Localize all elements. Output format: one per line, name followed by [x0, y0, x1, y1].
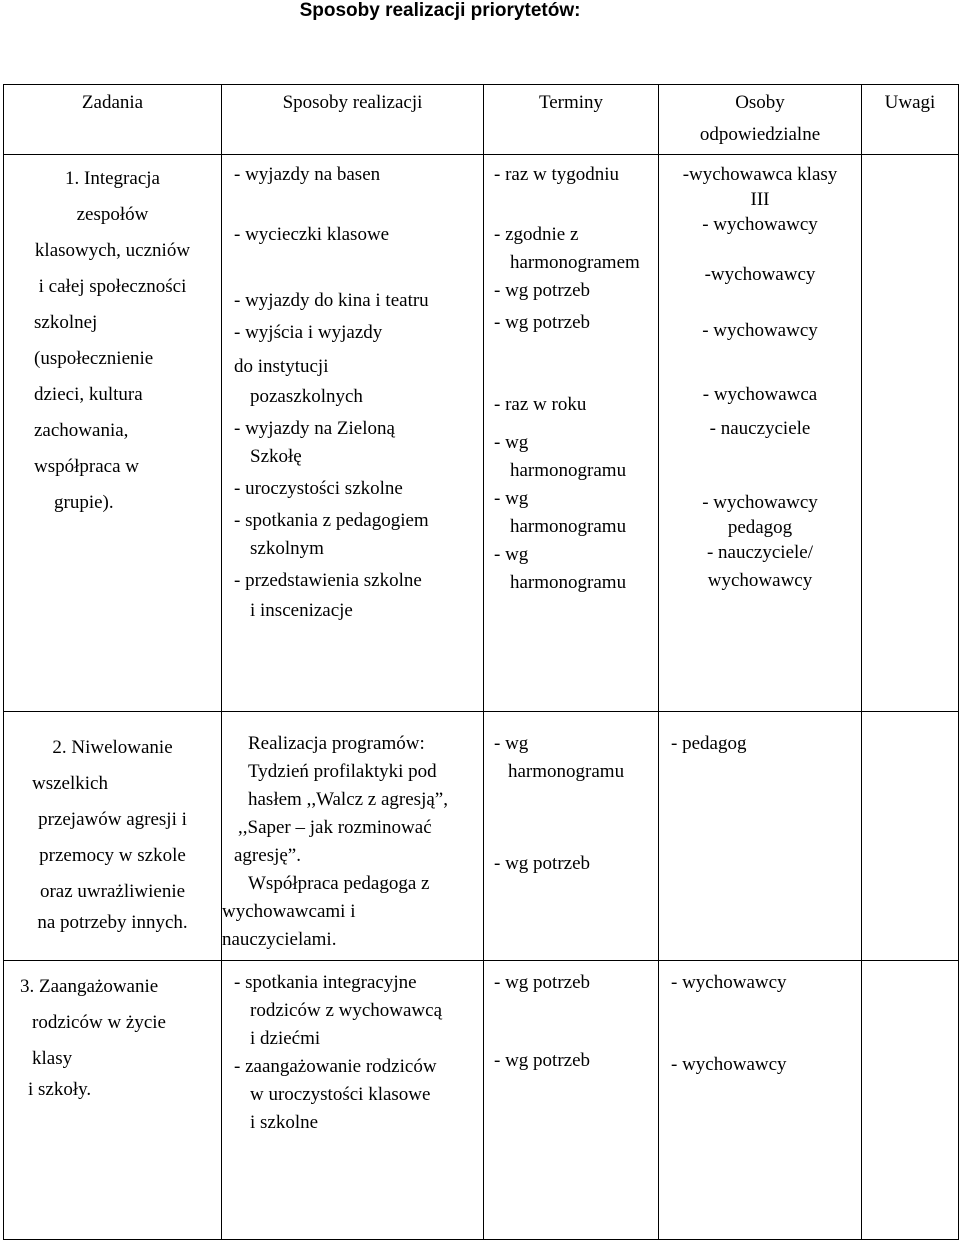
cell-terminy — [484, 961, 659, 1240]
cell-text: - wyjazdy do kina i teatru — [234, 290, 429, 311]
cell-text: przejawów agresji i — [38, 809, 187, 830]
header-osoby-label-2: odpowiedzialne — [699, 124, 821, 145]
cell-text: - spotkania z pedagogiem — [234, 510, 429, 531]
cell-zadanie — [4, 155, 222, 712]
cell-text: - wg potrzeb — [494, 1050, 591, 1071]
cell-text: 3. Zaangażowanie — [20, 976, 159, 997]
cell-text: rodziców z wychowawcą — [250, 1000, 443, 1021]
cell-uwagi — [862, 961, 959, 1240]
cell-osoby — [659, 961, 862, 1240]
cell-text: harmonogramu — [508, 761, 625, 782]
cell-osoby — [659, 155, 862, 712]
cell-text: - nauczyciele — [709, 418, 811, 439]
cell-text: - wg — [494, 488, 529, 509]
cell-sposoby — [222, 155, 484, 712]
cell-text: -wychowawca klasy — [682, 164, 838, 185]
cell-text: -wychowawcy — [704, 264, 816, 285]
cell-text: 1. Integracja — [65, 168, 160, 189]
cell-text: zespołów — [76, 204, 149, 225]
cell-sposoby — [222, 712, 484, 961]
cell-text: - wychowawcy — [671, 1054, 787, 1075]
header-zadania-label: Zadania — [81, 92, 144, 113]
cell-text: Realizacja programów: — [248, 733, 425, 754]
cell-text: harmonogramu — [510, 516, 627, 537]
cell-text: - wg potrzeb — [494, 853, 591, 874]
cell-text: - spotkania integracyjne — [234, 972, 417, 993]
cell-uwagi — [862, 712, 959, 961]
header-sposoby-label: Sposoby realizacji — [282, 92, 423, 113]
cell-text: harmonogramu — [510, 460, 627, 481]
cell-text: harmonogramem — [510, 252, 640, 273]
header-osoby-label: Osoby — [735, 92, 785, 113]
cell-text: i dziećmi — [250, 1028, 321, 1049]
cell-text: - nauczyciele/ — [706, 542, 813, 563]
header-sposoby — [222, 85, 484, 155]
cell-text: - uroczystości szkolne — [234, 478, 403, 499]
cell-text: i całej społeczności — [38, 276, 187, 297]
cell-text: - wg — [494, 544, 529, 565]
table-row — [4, 155, 959, 712]
cell-text: Współpraca pedagoga z — [248, 873, 430, 894]
cell-text: (uspołecznienie — [34, 348, 154, 369]
cell-text: - zaangażowanie rodziców — [234, 1056, 437, 1077]
cell-text: harmonogramu — [510, 572, 627, 593]
cell-text: w uroczystości klasowe — [250, 1084, 431, 1105]
cell-text: - przedstawienia szkolne — [234, 570, 422, 591]
page-title: Sposoby realizacji priorytetów: — [299, 0, 581, 21]
cell-text: szkolnym — [250, 538, 324, 559]
cell-text: - raz w tygodniu — [494, 164, 620, 185]
header-terminy — [484, 85, 659, 155]
cell-text: wychowawcy — [707, 570, 813, 591]
cell-text: grupie). — [54, 492, 114, 513]
header-osoby — [659, 85, 862, 155]
cell-text: rodziców w życie — [32, 1012, 166, 1033]
cell-text: dzieci, kultura — [34, 384, 143, 405]
cell-text: i inscenizacje — [250, 600, 353, 621]
cell-sposoby — [222, 961, 484, 1240]
cell-text: - wg — [494, 733, 529, 754]
cell-text: Tydzień profilaktyki pod — [248, 761, 437, 782]
cell-text: - wyjazdy na basen — [234, 164, 381, 185]
cell-text: - pedagog — [671, 733, 747, 754]
cell-text: przemocy w szkole — [39, 845, 186, 866]
cell-terminy — [484, 712, 659, 961]
cell-text: - wyjazdy na Zieloną — [234, 418, 395, 439]
priorities-table — [3, 84, 959, 1240]
cell-text: klasy — [32, 1048, 73, 1069]
cell-text: wychowawcami i — [222, 901, 356, 922]
cell-text: - raz w roku — [494, 394, 587, 415]
cell-text: - wg — [494, 432, 529, 453]
cell-text: - zgodnie z — [494, 224, 579, 245]
cell-text: oraz uwrażliwienie — [39, 881, 186, 902]
cell-text: hasłem ,,Walcz z agresją”, — [248, 789, 448, 810]
cell-text: - wyjścia i wyjazdy — [234, 322, 383, 343]
cell-text: szkolnej — [34, 312, 98, 333]
cell-text: - wychowawca — [702, 384, 818, 405]
table-row — [4, 712, 959, 961]
cell-text: Szkołę — [250, 446, 302, 467]
cell-text: - wg potrzeb — [494, 312, 591, 333]
cell-text: i szkolne — [250, 1112, 319, 1133]
cell-osoby — [659, 712, 862, 961]
cell-text: nauczycielami. — [222, 929, 337, 950]
cell-text: i szkoły. — [28, 1079, 92, 1100]
cell-text: - wychowawcy — [702, 320, 818, 341]
header-terminy-label: Terminy — [538, 92, 604, 113]
header-row — [4, 85, 959, 155]
cell-text: - wg potrzeb — [494, 280, 591, 301]
header-uwagi-label: Uwagi — [884, 92, 936, 113]
cell-text: do instytucji — [234, 356, 329, 377]
table-row — [4, 961, 959, 1240]
cell-text: pedagog — [727, 517, 793, 538]
cell-text: III — [750, 189, 770, 210]
cell-text: - wg potrzeb — [494, 972, 591, 993]
cell-terminy — [484, 155, 659, 712]
cell-text: zachowania, — [34, 420, 129, 441]
cell-zadanie — [4, 961, 222, 1240]
cell-text: - wychowawcy — [702, 492, 818, 513]
cell-text: agresję”. — [234, 845, 301, 866]
cell-text: ,,Saper – jak rozminować — [238, 817, 432, 838]
cell-uwagi — [862, 155, 959, 712]
cell-text: wszelkich — [32, 773, 108, 794]
cell-text: na potrzeby innych. — [37, 912, 188, 933]
cell-text: - wychowawcy — [671, 972, 787, 993]
cell-text: - wycieczki klasowe — [234, 224, 390, 245]
header-uwagi — [862, 85, 959, 155]
header-zadania — [4, 85, 222, 155]
cell-text: 2. Niwelowanie — [52, 737, 173, 758]
cell-text: pozaszkolnych — [250, 386, 363, 407]
cell-zadanie — [4, 712, 222, 961]
cell-text: współpraca w — [34, 456, 139, 477]
cell-text: klasowych, uczniów — [34, 240, 191, 261]
cell-text: - wychowawcy — [702, 214, 818, 235]
